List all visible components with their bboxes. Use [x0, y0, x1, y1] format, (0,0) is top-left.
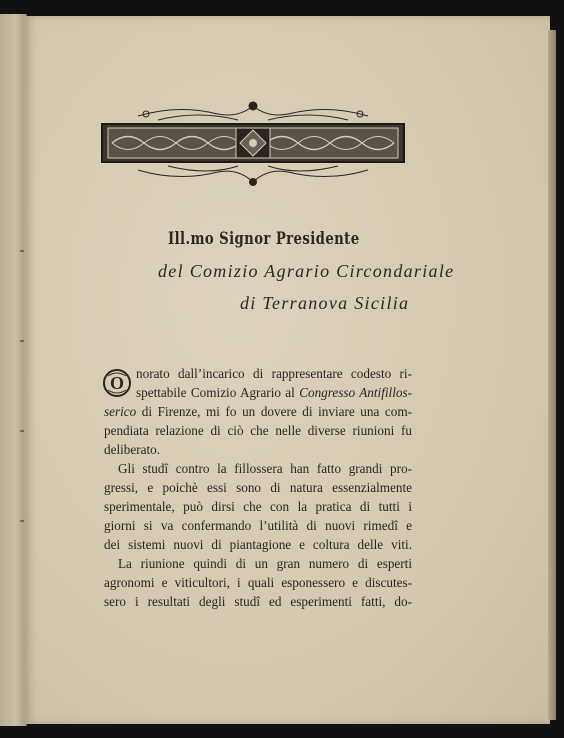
dropcap-letter: O [109, 373, 125, 393]
ornamental-header-band [98, 96, 408, 188]
text-line: La riunione quindi di un gran numero di esperti [118, 556, 412, 571]
text-line: sperimentale, può dirsi che con la pratica di tutti i [104, 499, 412, 514]
recipient-line: del Comizio Agrario Circondariale [158, 261, 455, 281]
text-line: Gli studî contro la fillossera han fatto grandi pro- [118, 461, 412, 476]
text-line: giorni si va confermando l’utilità di nuovi rimedî e [104, 518, 412, 533]
text-line: deliberato. [104, 442, 161, 457]
location-line: di Terranova Sicilia [240, 293, 410, 313]
text-line: agronomi e viticultori, i quali esponessero e discutes- [104, 575, 412, 590]
text-line: norato dall’incarico di rappresentare codesto ri- [136, 366, 412, 381]
ornamental-dropcap-icon [102, 366, 132, 400]
letter-body [104, 364, 412, 611]
text-line: spettabile Comizio Agrario al Congresso Antifillos- [136, 385, 412, 400]
text-line: sero i resultati degli studî ed esperimenti fatti, do- [104, 594, 412, 609]
right-page-edge [548, 30, 556, 720]
paragraph-2 [104, 459, 412, 554]
text-line: dei sistemi nuovi di piantagione e coltura delle viti. [104, 537, 412, 552]
text-line: pendiata relazione di ciò che nelle diverse riunioni fu [104, 423, 412, 438]
text-line: gressi, e poichè essi sono di natura essenzialmente [104, 480, 412, 495]
text-line: serico di Firenze, mi fo un dovere di inviare una com- [104, 404, 412, 419]
paragraph-1 [104, 364, 412, 459]
paragraph-3 [104, 554, 412, 611]
left-page-edge [0, 14, 27, 726]
salutation-line: Ill.mo Signor Presidente [168, 229, 360, 249]
